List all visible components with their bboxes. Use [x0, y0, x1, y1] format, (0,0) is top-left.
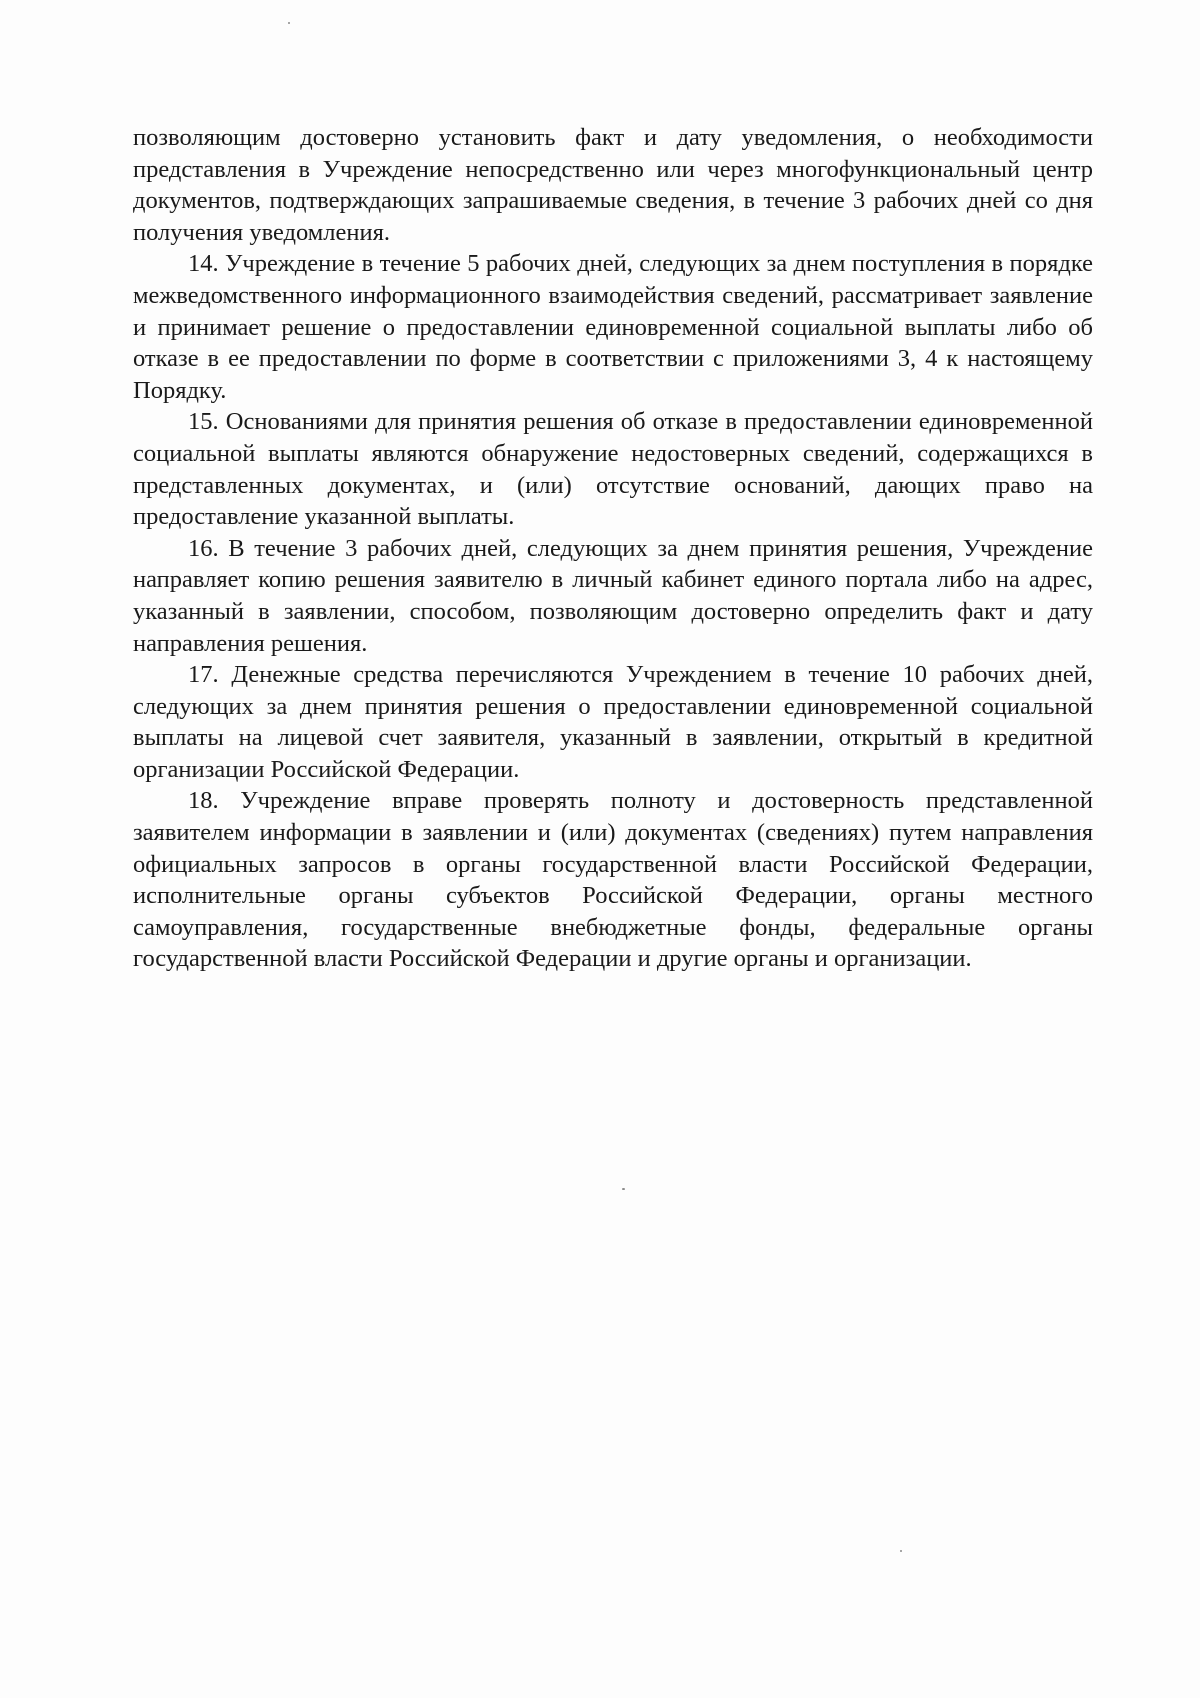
- scan-speck: [288, 22, 290, 24]
- paragraph-item-17: 17. Денежные средства перечисляются Учреждением в течение 10 рабочих дней, следующих за днем принятия решения о предоставлении единовременной социальной выплаты на лицевой счет заявителя, указанный в заявлении, открытый в кредитной организации Российской Федерации.: [133, 661, 1093, 783]
- paragraph-item-16: 16. В течение 3 рабочих дней, следующих за днем принятия решения, Учреждение направляет копию решения заявителю в личный кабинет единого портала либо на адрес, указанный в заявлении, способом, позволяющим достоверно определить факт и дату направления решения.: [133, 534, 1093, 657]
- paragraph-continuation: позволяющим достоверно установить факт и дату уведомления, о необходимости представления в Учреждение непосредственно или через многофункциональный центр документов, подтверждающих запрашиваемые сведения, в течение 3 рабочих дней со дня получения уведомления.: [133, 124, 1093, 246]
- paragraph-item-18: 18. Учреждение вправе проверять полноту и достоверность представленной заявителем информации в заявлении и (или) документах (сведениях) путем направления официальных запросов в органы государственной власти Российской Федерации, исполнительные органы субъектов Российской Федерации, органы местного самоуправления, государственные внебюджетные фонды, федеральные органы государственной власти Российской Федерации и другие органы и организации.: [133, 787, 1093, 973]
- scan-speck: [622, 1188, 625, 1190]
- scan-speck: [900, 1550, 902, 1552]
- document-body: [133, 122, 1093, 975]
- paragraph-item-14: 14. Учреждение в течение 5 рабочих дней, следующих за днем поступления в порядке межведомственного информационного взаимодействия сведений, рассматривает заявление и принимает решение о предоставлении единовременной социальной выплаты либо об отказе в ее предоставлении по форме в соответствии с приложениями 3, 4 к настоящему Порядку.: [133, 250, 1093, 404]
- paragraph-item-15: 15. Основаниями для принятия решения об отказе в предоставлении единовременной социальной выплаты являются обнаружение недостоверных сведений, содержащихся в представленных документах, и (или) отсутствие оснований, дающих право на предоставление указанной выплаты.: [133, 408, 1093, 531]
